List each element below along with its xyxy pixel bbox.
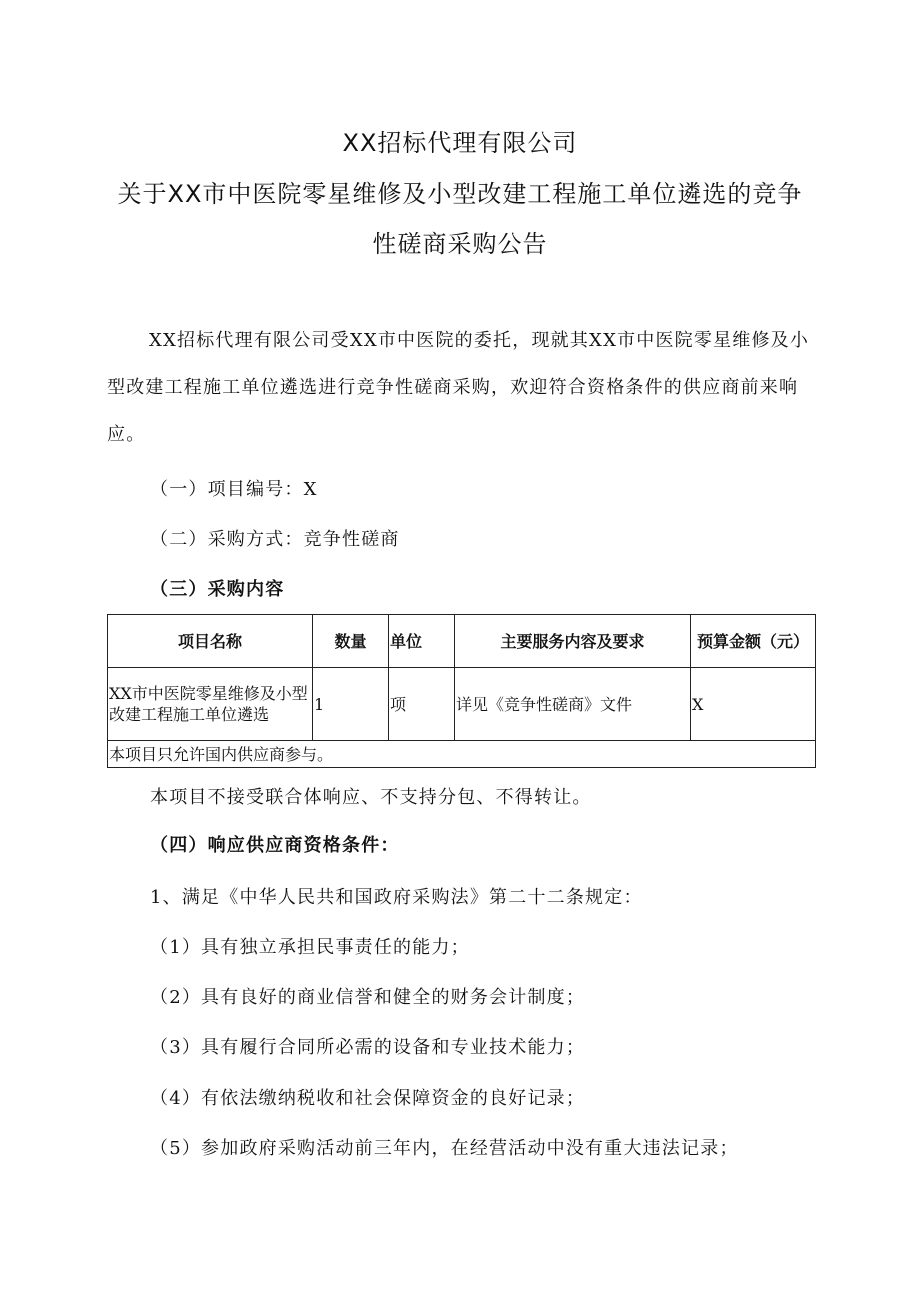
qualification-heading: （四）响应供应商资格条件： xyxy=(150,835,400,856)
project-number: （一）项目编号：X xyxy=(150,479,318,500)
procurement-table xyxy=(107,614,816,768)
table-row xyxy=(108,668,816,741)
qualification-law: 1、满足《中华人民共和国政府采购法》第二十二条规定： xyxy=(150,887,643,908)
procurement-method: （二）采购方式：竞争性磋商 xyxy=(150,529,400,550)
procurement-content-heading: （三）采购内容 xyxy=(150,579,285,600)
qualification-point-5: （5）参加政府采购活动前三年内，在经营活动中没有重大违法记录； xyxy=(150,1138,739,1159)
header-project-name: 项目名称 xyxy=(108,615,313,668)
title-line-3: 性磋商采购公告 xyxy=(372,230,548,258)
consortium-note: 本项目不接受联合体响应、不支持分包、不得转让。 xyxy=(150,787,592,808)
cell-domestic-note: 本项目只允许国内供应商参与。 xyxy=(108,741,816,768)
cell-project-name: XX市中医院零星维修及小型改建工程施工单位遴选 xyxy=(108,668,313,741)
title-line-2: 关于XX市中医院零星维修及小型改建工程施工单位遴选的竞争 xyxy=(117,180,803,208)
table-header-row xyxy=(108,615,816,668)
cell-service-content: 详见《竞争性磋商》文件 xyxy=(455,668,691,741)
cell-unit: 项 xyxy=(389,668,455,741)
intro-paragraph: XX招标代理有限公司受XX市中医院的委托，现就其XX市中医院零星维修及小型改建工程施工单位遴选进行竞争性磋商采购，欢迎符合资格条件的供应商前来响应。 xyxy=(107,330,810,445)
cell-budget: X xyxy=(691,668,816,741)
qualification-point-2: （2）具有良好的商业信誉和健全的财务会计制度； xyxy=(150,987,586,1008)
header-quantity: 数量 xyxy=(313,615,389,668)
table-note-row xyxy=(108,741,816,768)
qualification-point-1: （1）具有独立承担民事责任的能力； xyxy=(150,937,470,958)
header-unit: 单位 xyxy=(389,615,455,668)
title-company: XX招标代理有限公司 xyxy=(342,129,578,157)
qualification-point-4: （4）有依法缴纳税收和社会保障资金的良好记录； xyxy=(150,1088,586,1109)
header-budget: 预算金额（元） xyxy=(691,615,816,668)
qualification-point-3: （3）具有履行合同所必需的设备和专业技术能力； xyxy=(150,1037,586,1058)
cell-quantity: 1 xyxy=(313,668,389,741)
header-service-content: 主要服务内容及要求 xyxy=(455,615,691,668)
